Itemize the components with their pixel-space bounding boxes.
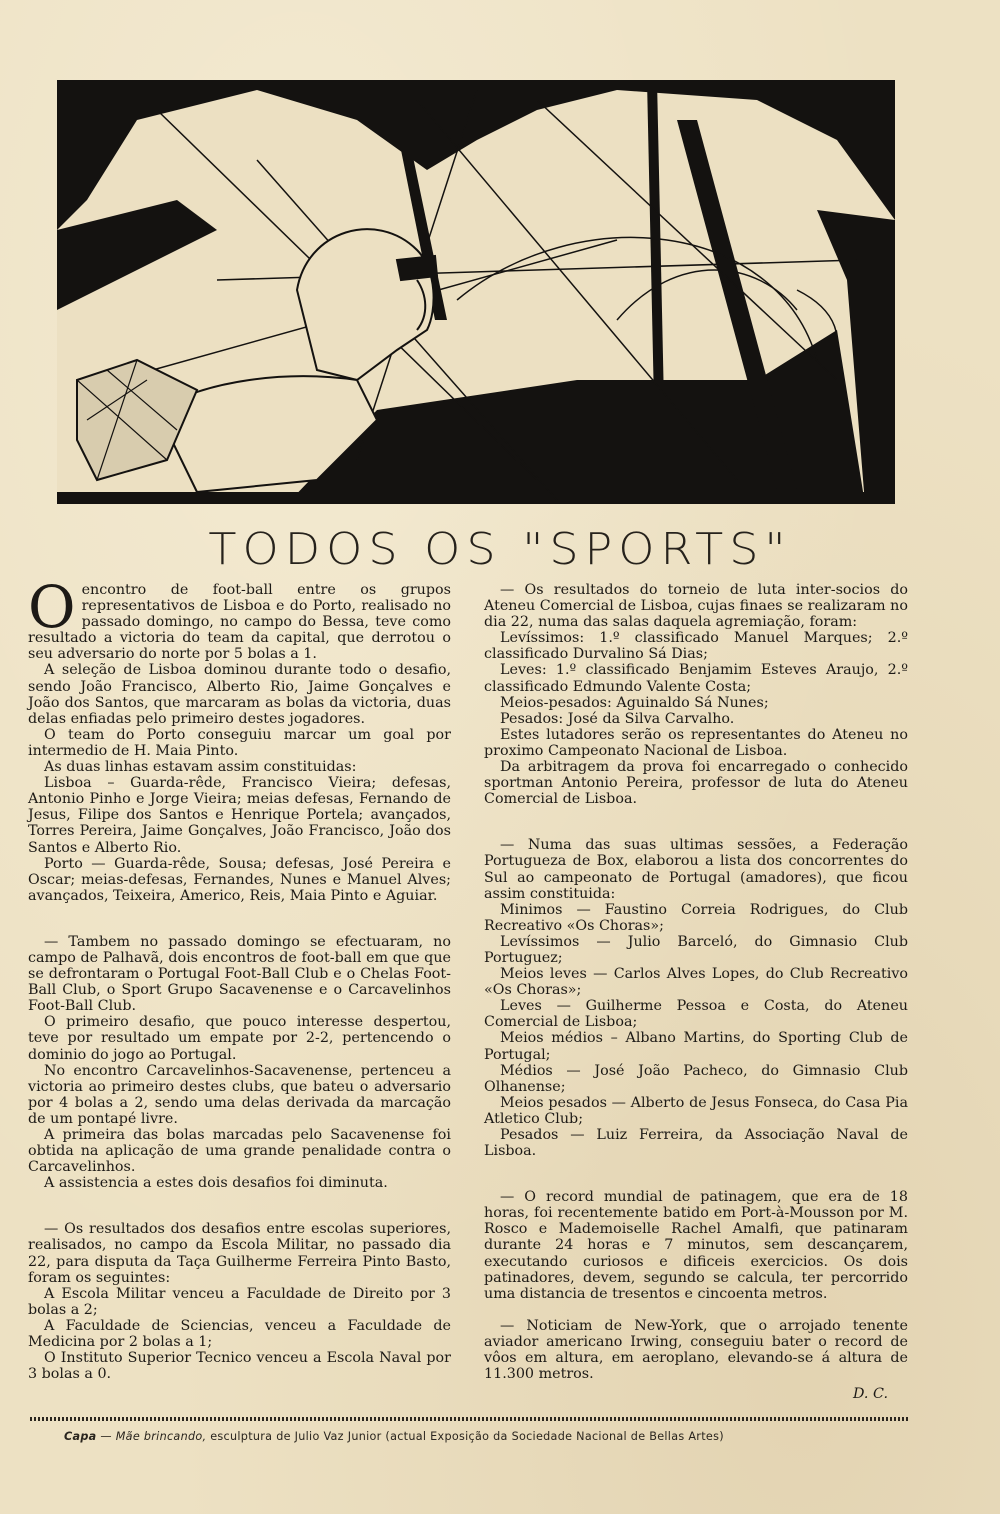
paragraph: Oencontro de foot-ball entre os grupos representativos de Lisboa e do Porto, realisado no passado domingo, no campo do Bessa, teve como resultado a victoria do team da capital, que derrotou o seu adversario do norte por 5 bolas a 1. (28, 573, 451, 663)
paragraph: As duas linhas estavam assim constituidas: (44, 759, 357, 776)
paragraph: A Escola Militar venceu a Faculdade de Direito por 3 bolas a 2; (28, 1285, 451, 1318)
paragraph: — Os resultados do torneio de luta inter-socios do Ateneu Comercial de Lisboa, cujas finaes se realizaram no dia 22, numa das salas daquela agremiação, foram: (484, 582, 908, 631)
caption-lead: Capa (64, 1430, 97, 1443)
paragraph: Meios leves — Carlos Alves Lopes, do Club Recreativo «Os Choras»; (484, 966, 908, 999)
paragraph: Meios médios – Albano Martins, do Sporting Club de Portugal; (484, 1030, 908, 1063)
paragraph: No encontro Carcavelinhos-Sacavenense, pertenceu a victoria ao primeiro destes clubs, que bateu o adversario por 4 bolas a 2, sendo uma delas derivada da marcação de um pontapé livre. (28, 1062, 451, 1127)
paragraph: A primeira das bolas marcadas pelo Sacavenense foi obtida na aplicação de uma grande penalidade contra o Carcavelinhos. (28, 1127, 451, 1176)
page-title: TODOS OS "SPORTS" (208, 523, 792, 575)
paragraph: Levíssimos — Julio Barceló, do Gimnasio Club Portuguez; (484, 933, 908, 966)
paragraph: O primeiro desafio, que pouco interesse despertou, teve por resultado um empate por 2-2, pertencendo o dominio do jogo ao Portugal. (28, 1014, 451, 1063)
left-column (28, 573, 451, 1383)
paragraph: Pesados — Luiz Ferreira, da Associação Naval de Lisboa. (484, 1127, 908, 1160)
caption-dash: — (96, 1430, 116, 1443)
right-column (484, 582, 908, 1402)
caption-text: esculptura de Julio Vaz Junior (actual Exposição da Sociedade Nacional de Bellas Artes) (206, 1430, 724, 1443)
paragraph: — Os resultados dos desafios entre escolas superiores, realisados, no campo da Escola Militar, no passado dia 22, para disputa da Taça Guilherme Ferreira Pinto Basto, foram os seguintes: (28, 1221, 451, 1286)
dropcap: O (28, 573, 76, 641)
paragraph: Porto — Guarda-rêde, Sousa; defesas, José Pereira e Oscar; meias-defesas, Fernandes, Nunes e Manuel Alves; avançados, Teixeira, Americo, Reis, Maia Pinto e Aguiar. (28, 855, 451, 904)
paragraph: — Tambem no passado domingo se efectuaram, no campo de Palhavã, dois encontros de foot-ball em que que se defrontaram o Portugal Foot-Ball Club e o Chelas Foot-Ball Club, o Sport Grupo Sacavenense e o Carcavelinhos Foot-Ball Club. (28, 933, 451, 1015)
caption-work: Mãe brincando, (115, 1430, 207, 1443)
signature: D. C. (852, 1386, 888, 1403)
paragraph: Meios-pesados: Aguinaldo Sá Nunes; (500, 694, 769, 711)
paragraph: Levíssimos: 1.º classificado Manuel Marques; 2.º classificado Durvalino Sá Dias; (484, 630, 908, 663)
cover-caption (64, 1430, 944, 1443)
paragraph: Médios — José João Pacheco, do Gimnasio Club Olhanense; (484, 1062, 908, 1095)
paragraph: A Faculdade de Sciencias, venceu a Faculdade de Medicina por 2 bolas a 1; (28, 1317, 451, 1351)
paragraph: Pesados: José da Silva Carvalho. (500, 710, 735, 727)
paragraph: — O record mundial de patinagem, que era de 18 horas, foi recentemente batido em Port-à-Mousson por M. Rosco e Mademoiselle Rachel Amalfi, que patinaram durante 24 horas e 7 minutos, sem descançarem, executando curiosos e dificeis exercicios. Os dois patinadores, devem, segundo se calcula, ter percorrido uma distancia de tresentos e cincoenta metros. (484, 1189, 908, 1302)
aviator-illustration (57, 80, 895, 504)
paragraph: Da arbitragem da prova foi encarregado o conhecido sportman Antonio Pereira, professor de luta do Ateneu Comercial de Lisboa. (484, 759, 908, 808)
paragraph: Lisboa – Guarda-rêde, Francisco Vieira; defesas, Antonio Pinho e Jorge Vieira; meias defesas, Fernando de Jesus, Filipe dos Santos e Henrique Portela; avançados, Torres Pereira, Jaime Gonçalves, João Francisco, João dos Santos e Alberto Rio. (28, 775, 451, 856)
paragraph: Leves: 1.º classificado Benjamim Esteves Araujo, 2.º classificado Edmundo Valente Costa; (484, 662, 908, 695)
paragraph: Minimos — Faustino Correia Rodrigues, do Club Recreativo «Os Choras»; (484, 901, 908, 934)
paragraph: Leves — Guilherme Pessoa e Costa, do Ateneu Comercial de Lisboa; (484, 998, 908, 1031)
paragraph: Estes lutadores serão os representantes do Ateneu no proximo Campeonato Nacional de Lisboa. (484, 726, 908, 759)
paragraph: A assistencia a estes dois desafios foi diminuta. (44, 1175, 388, 1192)
paragraph: A seleção de Lisboa dominou durante todo o desafio, sendo João Francisco, Alberto Rio, Jaime Gonçalves e João dos Santos, que marcaram as bolas da victoria, duas delas enfiadas pelo primeiro destes jogadores. (28, 662, 451, 727)
paragraph: Meios pesados — Alberto de Jesus Fonseca, do Casa Pia Atletico Club; (484, 1094, 908, 1127)
paragraph: — Numa das suas ultimas sessões, a Federação Portugueza de Box, elaborou a lista dos concorrentes do Sul ao campeonato de Portugal (amadores), que ficou assim constituida: (484, 837, 908, 902)
paragraph: O team do Porto conseguiu marcar um goal por intermedio de H. Maia Pinto. (28, 726, 451, 759)
paragraph: — Noticiam de New-York, que o arrojado tenente aviador americano Irwing, conseguiu bater o record de vôos em altura, em aeroplano, elevando-se á altura de 11.300 metros. (484, 1317, 908, 1383)
aviator-drawing-icon (57, 80, 895, 504)
paragraph: O Instituto Superior Tecnico venceu a Escola Naval por 3 bolas a 0. (28, 1350, 451, 1383)
footer-rule (30, 1417, 908, 1421)
